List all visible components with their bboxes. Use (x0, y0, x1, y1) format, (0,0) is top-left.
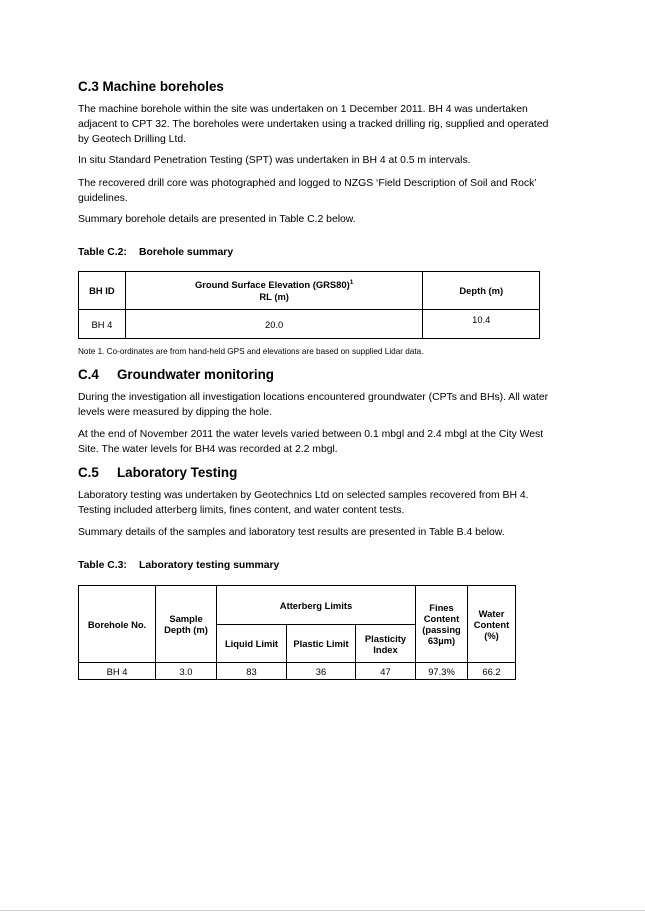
header-borehole-no: Borehole No. (79, 586, 156, 663)
table-header-row (79, 272, 540, 310)
cell-plastic-limit: 36 (287, 663, 356, 680)
cell-elevation: 20.0 (125, 310, 423, 339)
cell-water-content: 66.2 (468, 663, 516, 680)
header-ground-elevation (125, 272, 423, 310)
borehole-summary-table (78, 271, 540, 339)
page-bottom-rule (0, 910, 645, 911)
header-bh-id: BH ID (79, 272, 126, 310)
table-c2-caption-title: Borehole summary (139, 247, 234, 258)
table-c3-caption (78, 560, 279, 571)
c3-paragraph-3: The recovered drill core was photographed and logged to NZGS ‘Field Description of Soil and Rock’ guidelines. (78, 178, 537, 204)
section-number-c5: C.5 (78, 465, 99, 480)
c4-paragraph-2: At the end of November 2011 the water levels varied between 0.1 mbgl and 2.4 mbgl at the City West Site. The water levels for BH4 was recorded at 2.2 mbgl. (78, 429, 544, 455)
table-row (79, 310, 540, 339)
table-c2-caption-number: Table C.2: (78, 247, 127, 258)
header-liquid-limit: Liquid Limit (217, 625, 287, 663)
table-c2-footnote: Note 1. Co-ordinates are from hand-held GPS and elevations are based on supplied Lidar data. (78, 347, 424, 356)
header-elevation-footnote: 1 (349, 279, 354, 287)
c5-paragraph-1: Laboratory testing was undertaken by Geotechnics Ltd on selected samples recovered from BH 4. Testing included atterberg limits, fines content, and water content tests. (78, 490, 529, 516)
section-number-c4: C.4 (78, 367, 99, 382)
section-heading-c4 (78, 367, 274, 382)
cell-depth: 10.4 (423, 310, 540, 339)
header-plastic-limit: Plastic Limit (287, 625, 356, 663)
header-elevation-line2: RL (m) (259, 290, 289, 302)
table-row (79, 663, 516, 680)
table-c3-caption-number: Table C.3: (78, 560, 127, 571)
table-c2-caption (78, 247, 233, 258)
c3-paragraph-2: In situ Standard Penetration Testing (SPT) was undertaken in BH 4 at 0.5 m intervals. (78, 155, 471, 166)
cell-plasticity-index: 47 (356, 663, 416, 680)
header-depth: Depth (m) (423, 272, 540, 310)
cell-fines-content: 97.3% (416, 663, 468, 680)
cell-borehole-no: BH 4 (79, 663, 156, 680)
c3-paragraph-1: The machine borehole within the site was undertaken on 1 December 2011. BH 4 was undertaken adjacent to CPT 32. The boreholes were undertaken using a tracked drilling rig, supplied and operated by Geotech Drilling Ltd. (78, 104, 549, 145)
section-title-c5: Laboratory Testing (117, 465, 238, 480)
table-header-row (79, 586, 516, 625)
header-water-content: Water Content (%) (468, 586, 516, 663)
header-sample-depth: Sample Depth (m) (156, 586, 217, 663)
section-heading-c3: C.3 Machine boreholes (78, 79, 224, 94)
table-c3-caption-title: Laboratory testing summary (139, 560, 280, 571)
laboratory-testing-table (78, 585, 516, 680)
header-fines-content: Fines Content (passing 63µm) (416, 586, 468, 663)
section-title-c4: Groundwater monitoring (117, 367, 274, 382)
cell-sample-depth: 3.0 (156, 663, 217, 680)
cell-bh-id: BH 4 (79, 310, 126, 339)
c3-paragraph-4: Summary borehole details are presented in Table C.2 below. (78, 214, 356, 225)
c4-paragraph-1: During the investigation all investigation locations encountered groundwater (CPTs and BHs). All water levels were measured by dipping the hole. (78, 392, 549, 418)
c5-paragraph-2: Summary details of the samples and laboratory test results are presented in Table B.4 below. (78, 527, 505, 538)
cell-liquid-limit: 83 (217, 663, 287, 680)
header-plasticity-index: Plasticity Index (356, 625, 416, 663)
header-elevation-line1: Ground Surface Elevation (GRS80) (194, 279, 350, 291)
section-heading-c5 (78, 465, 237, 480)
header-atterberg-limits: Atterberg Limits (217, 586, 416, 625)
